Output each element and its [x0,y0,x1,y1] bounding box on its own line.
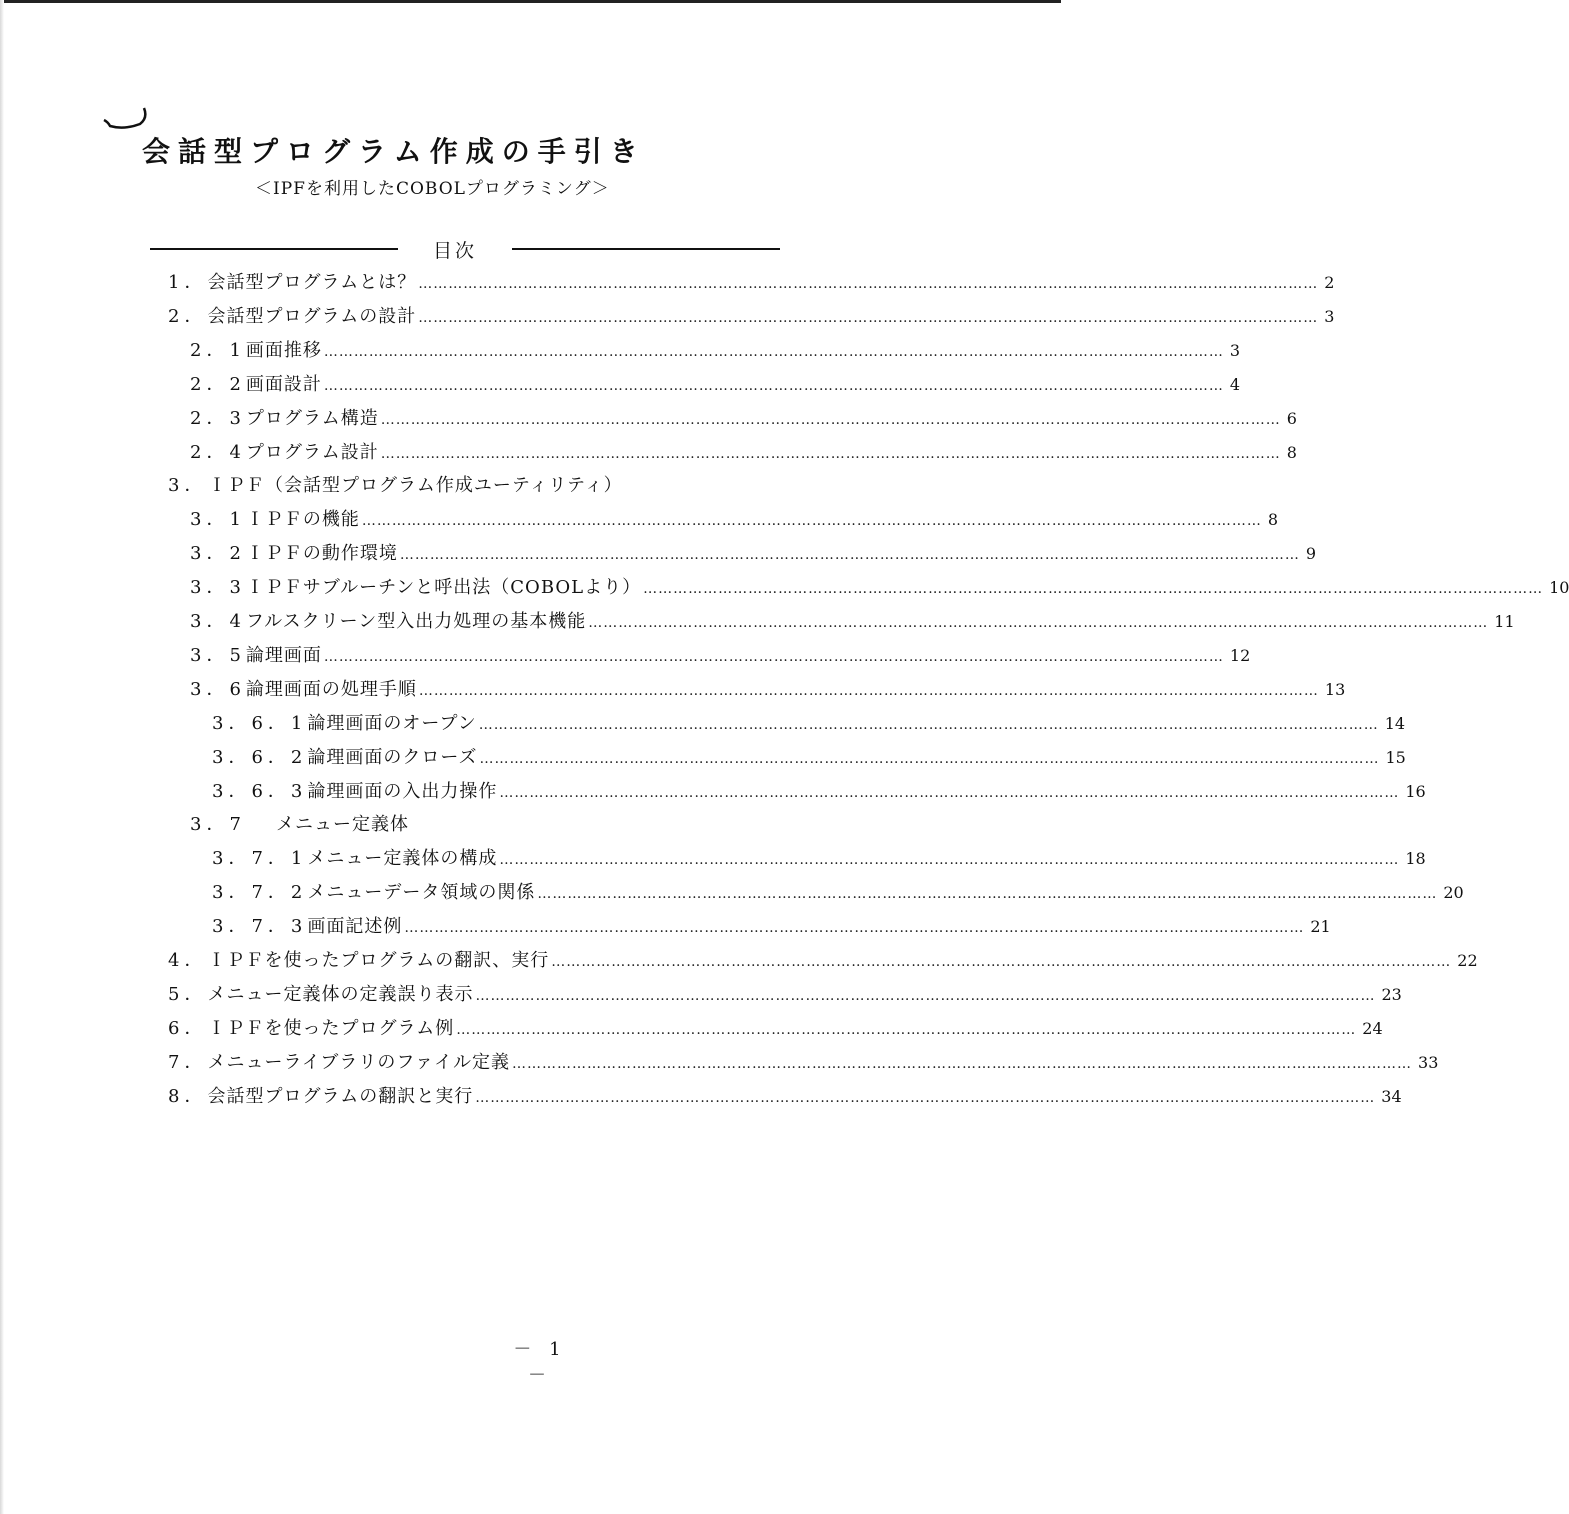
toc-entry-page: 34 [1381,1087,1402,1106]
toc-entry-number: 4． [168,950,208,971]
toc-leader-dots: ……………………………………………………………………………………………………………………………………………………………… [475,988,1376,1004]
toc-entry-number: 3．2 [190,543,246,564]
scan-top-edge [0,0,1061,3]
toc-entry-page: 9 [1305,544,1317,563]
toc-entry-title: 会話型プログラムの翻訳と実行 [207,1086,474,1107]
toc-entry-title: 論理画面のクローズ [307,747,478,768]
toc-entry-number: 3．7．2 [212,882,308,903]
toc-entry-page: 16 [1405,782,1426,801]
scan-left-edge [0,0,4,1514]
toc-entry-title: フルスクリーン型入出力処理の基本機能 [245,611,587,632]
toc-leader-dots: ……………………………………………………………………………………………………………………………………………………………… [478,717,1379,733]
toc-entry [212,878,1464,908]
toc-entry-page: 6 [1286,409,1297,428]
toc-leader-dots: ……………………………………………………………………………………………………………………………………………………………… [475,1090,1376,1106]
toc-entry-page: 10 [1549,578,1569,597]
document-subtitle: ＜IPFを利用したCOBOLプログラミング＞ [255,179,610,199]
toc-leader-dots: ……………………………………………………………………………………………………………………………………………………………… [456,1022,1357,1038]
toc-entry-number: 1． [168,272,208,293]
toc-leader-dots: ……………………………………………………………………………………………………………………………………………………………… [479,751,1380,767]
toc-leader-dots: ……………………………………………………………………………………………………………………………………………………………… [418,683,1319,699]
toc-entry-number: 2． [168,306,208,327]
toc-entry-title: 会話型プログラムの設計 [207,306,417,327]
toc-leader-dots: ……………………………………………………………………………………………………………………………………………………………… [537,886,1438,902]
toc-entry-page: 24 [1362,1019,1383,1038]
toc-entry [168,946,1478,976]
toc-entry-title: メニュー定義体 [276,814,409,835]
toc-leader-dots: ……………………………………………………………………………………………………………………………………………………………… [418,310,1319,326]
toc-entry-number: 3．6．3 [212,781,308,802]
toc-entry-page: 18 [1405,849,1426,868]
toc-entry-page: 13 [1324,680,1346,699]
toc-leader-dots: ……………………………………………………………………………………………………………………………………………………………… [361,513,1262,529]
toc-entry-number: 6． [168,1018,208,1039]
pen-mark [100,100,150,130]
toc-entry-number: 3．7．3 [212,916,308,937]
toc-entry [168,1082,1402,1112]
toc-entry-title: 画面推移 [245,340,322,361]
toc-entry [190,607,1515,637]
toc-entry [190,573,1569,603]
toc-leader-dots: ……………………………………………………………………………………………………………………………………………………………… [512,1056,1413,1072]
toc-entry-number: 3．4 [190,611,246,632]
toc-leader-dots: ……………………………………………………………………………………………………………………………………………………………… [380,446,1281,462]
toc-leader-dots: ……………………………………………………………………………………………………………………………………………………………… [404,920,1305,936]
toc-entry [168,980,1402,1010]
toc-entry-title: メニューデータ領域の関係 [307,882,536,903]
toc-entry [168,1014,1383,1044]
toc-entry-title: プログラム構造 [245,408,379,429]
toc-entry-title: ＩＰＦの動作環境 [245,543,398,564]
page-number: － 1 － [513,1339,567,1386]
toc-leader-dots: ……………………………………………………………………………………………………………………………………………………………… [380,412,1281,428]
toc-entry-number: 3．6 [190,679,246,700]
toc-entry-page: 21 [1310,917,1331,936]
toc-leader-dots: ……………………………………………………………………………………………………………………………………………………………… [499,852,1400,868]
toc-heading: 目次 [433,240,478,262]
toc-entry-title: 論理画面の入出力操作 [307,781,498,802]
toc-entry-page: 15 [1385,748,1406,767]
toc-entry-title: ＩＰＦを使ったプログラム例 [207,1018,455,1039]
toc-entry-title: ＩＰＦサブルーチンと呼出法（COBOLより） [245,577,642,598]
toc-entry-title: メニュー定義体の定義誤り表示 [207,984,474,1005]
toc-entry-number: 8． [168,1086,208,1107]
toc-entry [190,438,1297,468]
toc-leader-dots: ……………………………………………………………………………………………………………………………………………………………… [323,344,1224,360]
document-title: 会話型プログラム作成の手引き [142,135,646,168]
toc-entry [190,404,1297,434]
toc-leader-dots: ……………………………………………………………………………………………………………………………………………………………… [323,378,1224,394]
toc-entry-title: 論理画面の処理手順 [245,679,417,700]
toc-entry-title: ＩＰＦの機能 [245,509,360,530]
toc-entry-title: ＩＰＦ（会話型プログラム作成ユーティリティ） [208,475,623,496]
toc-entry-page: 11 [1494,612,1515,631]
toc-entry-page: 3 [1324,307,1335,326]
toc-entry-title: プログラム設計 [245,442,379,463]
toc-entry-page: 3 [1229,341,1241,360]
toc-entry [190,539,1317,569]
toc-entry-title: 論理画面のオープン [307,713,477,734]
toc-entry [168,268,1335,298]
toc-entry-number: 2．2 [190,374,246,395]
toc-entry-number: 3．3 [190,577,246,598]
toc-entry-page: 23 [1381,985,1402,1004]
toc-entry [190,505,1279,535]
toc-entry [190,675,1346,705]
toc-entry [168,1048,1439,1078]
toc-leader-dots: ……………………………………………………………………………………………………………………………………………………………… [399,547,1300,563]
toc-entry [168,302,1335,332]
toc-entry [168,471,778,501]
toc-entry-number: 3．7．1 [212,848,308,869]
toc-rule-left [150,248,398,250]
toc-leader-dots: ……………………………………………………………………………………………………………………………………………………………… [418,276,1319,292]
toc-entry-page: 33 [1418,1053,1439,1072]
toc-entry-number: 3．5 [190,645,246,666]
toc-header [150,236,780,262]
toc-leader-dots: ……………………………………………………………………………………………………………………………………………………………… [499,785,1400,801]
toc-entry-number: 2．3 [190,408,246,429]
toc-entry-number: 3．1 [190,509,246,530]
toc-entry-page: 14 [1384,714,1406,733]
toc-entry [190,370,1241,400]
toc-entry [212,709,1406,739]
toc-entry-title: 会話型プログラムとは？ [207,272,417,293]
toc-entry-number: 5． [168,984,208,1005]
toc-entry [212,777,1426,807]
toc-entry-title: 画面記述例 [307,916,403,937]
toc-rule-right [512,248,780,250]
toc-entry [190,641,1251,671]
toc-entry-title: メニュー定義体の構成 [307,848,498,869]
toc-entry [212,743,1406,773]
toc-entry-number: 3．6．1 [212,713,308,734]
toc-entry-page: 12 [1229,646,1251,665]
toc-entry-title: 画面設計 [245,374,322,395]
toc-entry [212,844,1426,874]
toc-entry-number: 2．1 [190,340,246,361]
toc-entry-number: 3．6．2 [212,747,308,768]
toc-entry-page: 22 [1457,951,1478,970]
toc-entry-number: 7． [168,1052,208,1073]
toc-entry-page: 4 [1229,375,1241,394]
toc-entry-title: メニューライブラリのファイル定義 [207,1052,511,1073]
toc-entry-number: 3．7 [190,814,246,835]
toc-leader-dots: ……………………………………………………………………………………………………………………………………………………………… [588,615,1489,631]
toc-entry-page: 2 [1324,273,1335,292]
toc-entry [190,336,1241,366]
toc-entry-title: ＩＰＦを使ったプログラムの翻訳、実行 [207,950,550,971]
toc-entry-page: 8 [1286,443,1297,462]
toc-entry-number: 3． [168,475,208,496]
toc-entry [190,810,778,840]
toc-leader-dots: ……………………………………………………………………………………………………………………………………………………………… [643,581,1544,597]
toc-entry-title: 論理画面 [245,645,322,666]
toc-entry-page: 8 [1267,510,1279,529]
toc-entry [212,912,1331,942]
toc-leader-dots: ……………………………………………………………………………………………………………………………………………………………… [551,954,1452,970]
toc-entry-page: 20 [1443,883,1464,902]
toc-leader-dots: ……………………………………………………………………………………………………………………………………………………………… [323,649,1224,665]
toc-entry-number: 2．4 [190,442,246,463]
